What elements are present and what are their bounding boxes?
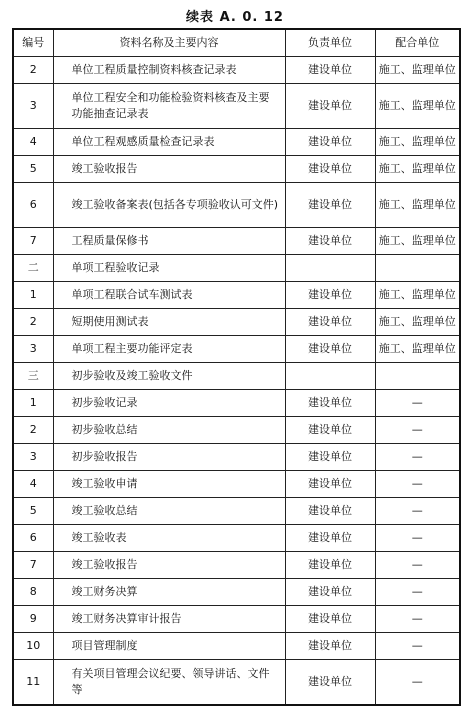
- header-number: 编号: [13, 29, 53, 57]
- table-row: [13, 390, 460, 417]
- row-responsible-unit: [285, 255, 375, 282]
- header-document-name: 资料名称及主要内容: [53, 29, 285, 57]
- row-number: 4: [13, 129, 53, 156]
- row-responsible-unit: 建设单位: [285, 444, 375, 471]
- row-cooperating-unit: [375, 255, 460, 282]
- header-row: [13, 29, 460, 57]
- row-responsible-unit: 建设单位: [285, 390, 375, 417]
- row-responsible-unit: 建设单位: [285, 228, 375, 255]
- row-responsible-unit: 建设单位: [285, 282, 375, 309]
- table-row: [13, 228, 460, 255]
- row-responsible-unit: 建设单位: [285, 498, 375, 525]
- row-cooperating-unit: —: [375, 633, 460, 660]
- row-number: 7: [13, 228, 53, 255]
- row-document-name: 竣工验收报告: [53, 156, 285, 183]
- table-row: [13, 633, 460, 660]
- row-cooperating-unit: 施工、监理单位: [375, 129, 460, 156]
- row-responsible-unit: 建设单位: [285, 606, 375, 633]
- row-document-name: 项目管理制度: [53, 633, 285, 660]
- row-number: 2: [13, 309, 53, 336]
- row-cooperating-unit: —: [375, 471, 460, 498]
- table-row: [13, 417, 460, 444]
- row-cooperating-unit: 施工、监理单位: [375, 183, 460, 228]
- table-row: [13, 444, 460, 471]
- row-document-name: 初步验收总结: [53, 417, 285, 444]
- row-document-name: 竣工验收备案表(包括各专项验收认可文件): [53, 183, 285, 228]
- row-number: 4: [13, 471, 53, 498]
- row-document-name: 初步验收报告: [53, 444, 285, 471]
- records-table: [12, 28, 461, 706]
- row-responsible-unit: 建设单位: [285, 57, 375, 84]
- row-number: 6: [13, 525, 53, 552]
- row-number: 9: [13, 606, 53, 633]
- row-number: 二: [13, 255, 53, 282]
- table-row: [13, 498, 460, 525]
- header-responsible-unit: 负责单位: [285, 29, 375, 57]
- row-cooperating-unit: —: [375, 417, 460, 444]
- row-number: 1: [13, 282, 53, 309]
- row-cooperating-unit: —: [375, 660, 460, 706]
- row-number: 2: [13, 417, 53, 444]
- row-cooperating-unit: —: [375, 606, 460, 633]
- row-cooperating-unit: —: [375, 444, 460, 471]
- row-number: 三: [13, 363, 53, 390]
- row-cooperating-unit: —: [375, 552, 460, 579]
- row-document-name: 单项工程主要功能评定表: [53, 336, 285, 363]
- row-cooperating-unit: 施工、监理单位: [375, 57, 460, 84]
- row-document-name: 单位工程安全和功能检验资料核查及主要功能抽查记录表: [53, 84, 285, 129]
- row-document-name: 单位工程质量控制资料核查记录表: [53, 57, 285, 84]
- row-cooperating-unit: 施工、监理单位: [375, 84, 460, 129]
- row-document-name: 工程质量保修书: [53, 228, 285, 255]
- table-row: [13, 57, 460, 84]
- row-number: 5: [13, 498, 53, 525]
- row-number: 3: [13, 444, 53, 471]
- row-cooperating-unit: [375, 363, 460, 390]
- row-number: 11: [13, 660, 53, 706]
- table-title: 续表 A. 0. 12: [186, 10, 284, 25]
- row-number: 10: [13, 633, 53, 660]
- table-row: [13, 282, 460, 309]
- row-number: 6: [13, 183, 53, 228]
- row-responsible-unit: 建设单位: [285, 156, 375, 183]
- row-responsible-unit: [285, 363, 375, 390]
- row-cooperating-unit: —: [375, 525, 460, 552]
- table-row: [13, 660, 460, 706]
- table-row: [13, 525, 460, 552]
- row-responsible-unit: 建设单位: [285, 552, 375, 579]
- row-responsible-unit: 建设单位: [285, 471, 375, 498]
- row-document-name: 短期使用测试表: [53, 309, 285, 336]
- table-row: [13, 183, 460, 228]
- table-row: [13, 579, 460, 606]
- table-row: [13, 471, 460, 498]
- row-document-name: 竣工财务决算: [53, 579, 285, 606]
- row-number: 7: [13, 552, 53, 579]
- row-document-name: 竣工财务决算审计报告: [53, 606, 285, 633]
- row-responsible-unit: 建设单位: [285, 183, 375, 228]
- table-body: [13, 57, 460, 706]
- row-document-name: 初步验收及竣工验收文件: [53, 363, 285, 390]
- row-document-name: 单位工程观感质量检查记录表: [53, 129, 285, 156]
- row-document-name: 竣工验收总结: [53, 498, 285, 525]
- header-cooperating-unit: 配合单位: [375, 29, 460, 57]
- row-number: 1: [13, 390, 53, 417]
- row-cooperating-unit: 施工、监理单位: [375, 282, 460, 309]
- row-cooperating-unit: 施工、监理单位: [375, 309, 460, 336]
- row-document-name: 竣工验收表: [53, 525, 285, 552]
- row-cooperating-unit: 施工、监理单位: [375, 228, 460, 255]
- row-cooperating-unit: —: [375, 498, 460, 525]
- row-responsible-unit: 建设单位: [285, 309, 375, 336]
- row-responsible-unit: 建设单位: [285, 336, 375, 363]
- table-row: [13, 309, 460, 336]
- table-row: [13, 156, 460, 183]
- row-document-name: 单项工程验收记录: [53, 255, 285, 282]
- row-responsible-unit: 建设单位: [285, 579, 375, 606]
- row-document-name: 初步验收记录: [53, 390, 285, 417]
- table-row: [13, 129, 460, 156]
- row-responsible-unit: 建设单位: [285, 417, 375, 444]
- row-document-name: 单项工程联合试车测试表: [53, 282, 285, 309]
- row-responsible-unit: 建设单位: [285, 129, 375, 156]
- row-number: 5: [13, 156, 53, 183]
- table-row: [13, 336, 460, 363]
- table-row: [13, 84, 460, 129]
- row-responsible-unit: 建设单位: [285, 660, 375, 706]
- row-number: 8: [13, 579, 53, 606]
- row-document-name: 竣工验收报告: [53, 552, 285, 579]
- row-number: 2: [13, 57, 53, 84]
- row-cooperating-unit: 施工、监理单位: [375, 336, 460, 363]
- row-cooperating-unit: —: [375, 390, 460, 417]
- row-number: 3: [13, 84, 53, 129]
- row-number: 3: [13, 336, 53, 363]
- row-cooperating-unit: 施工、监理单位: [375, 156, 460, 183]
- row-responsible-unit: 建设单位: [285, 633, 375, 660]
- row-responsible-unit: 建设单位: [285, 525, 375, 552]
- row-responsible-unit: 建设单位: [285, 84, 375, 129]
- row-document-name: 竣工验收申请: [53, 471, 285, 498]
- table-row: [13, 606, 460, 633]
- table-row: [13, 255, 460, 282]
- table-row: [13, 552, 460, 579]
- table-row: [13, 363, 460, 390]
- row-document-name: 有关项目管理会议纪要、领导讲话、文件等: [53, 660, 285, 706]
- row-cooperating-unit: —: [375, 579, 460, 606]
